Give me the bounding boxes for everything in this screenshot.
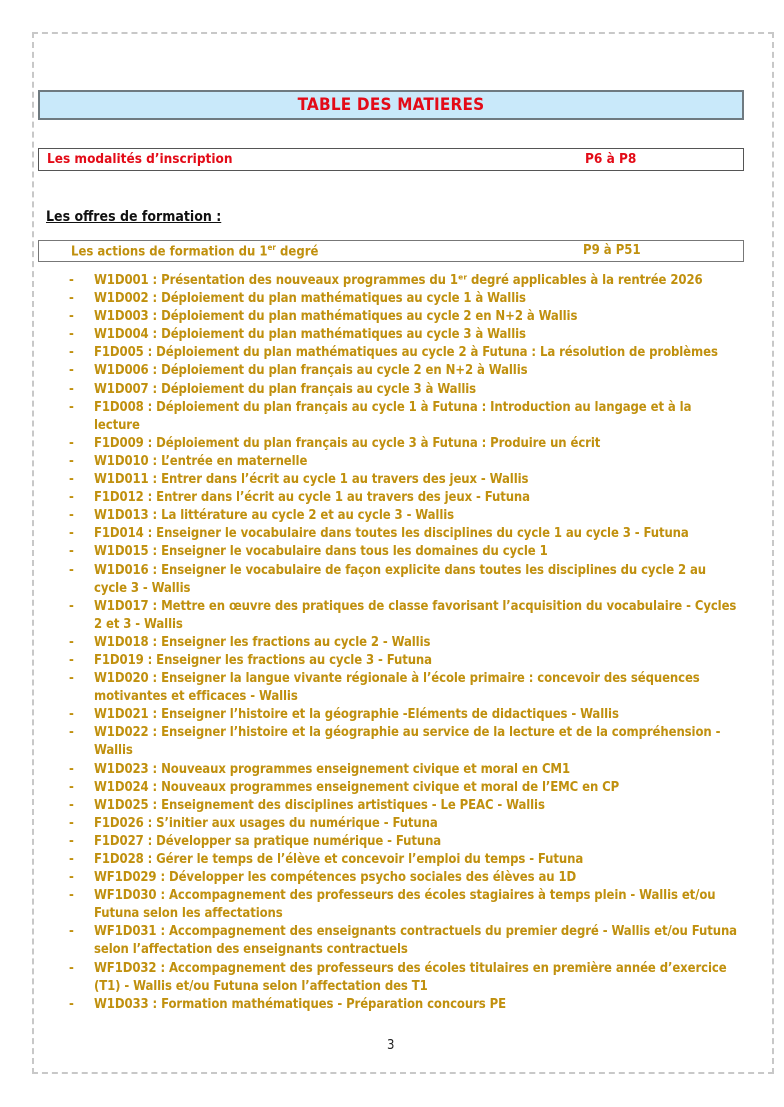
item-title: : Accompagnement des professeurs des écoles titulaires en première année d’exercice (T1) - Wallis et/ou Futuna selon l’affectation des T1 [94, 960, 727, 994]
bullet-dash: - [69, 634, 74, 650]
list-item[interactable] [60, 489, 740, 507]
item-title: : Développer sa pratique numérique - Futuna [143, 833, 442, 849]
item-title: : Nouveaux programmes enseignement civique et moral en CM1 [148, 761, 571, 777]
item-code: WF1D031 [94, 924, 157, 940]
item-code: W1D016 [94, 562, 149, 578]
item-code: F1D009 [94, 435, 144, 451]
list-item[interactable] [60, 290, 740, 308]
item-title: : Déploiement du plan mathématiques au cycle 2 à Futuna : La résolution de problèmes [143, 345, 718, 361]
list-item[interactable] [60, 887, 740, 923]
item-code: W1D001 [94, 273, 149, 288]
list-item[interactable] [60, 833, 740, 851]
item-title: : Gérer le temps de l’élève et concevoir l’emploi du temps - Futuna [143, 852, 584, 867]
bullet-dash: - [69, 960, 74, 976]
list-item[interactable] [60, 706, 740, 724]
item-code: W1D020 [94, 671, 149, 687]
item-code: W1D015 [94, 544, 149, 560]
item-code: W1D025 [94, 797, 149, 813]
toc-entry-label: Les modalités d’inscription [47, 151, 233, 167]
item-code: F1D019 [94, 652, 144, 668]
item-code: W1D006 [94, 363, 149, 379]
item-code: W1D023 [94, 761, 149, 777]
item-code: W1D004 [94, 327, 149, 343]
bullet-dash: - [69, 996, 74, 1012]
bullet-dash: - [69, 508, 74, 524]
item-title: : Accompagnement des enseignants contractuels du premier degré - Wallis et/ou Futuna selon l’affectation des enseignants contractuels [94, 924, 737, 958]
list-item[interactable] [60, 779, 740, 797]
item-code: W1D021 [94, 707, 149, 723]
list-item[interactable] [60, 272, 740, 290]
title-banner [38, 90, 744, 120]
item-code: W1D013 [94, 508, 149, 524]
list-item[interactable] [60, 634, 740, 652]
item-title: : Entrer dans l’écrit au cycle 1 au travers des jeux - Wallis [148, 472, 529, 488]
list-item[interactable] [60, 815, 740, 833]
item-code: F1D008 [94, 399, 144, 415]
list-item[interactable] [60, 761, 740, 779]
bullet-dash: - [69, 544, 74, 560]
bullet-dash: - [69, 399, 74, 415]
item-title: : Enseigner le vocabulaire dans toutes les disciplines du cycle 1 au cycle 3 - Futuna [143, 526, 689, 542]
training-list [60, 272, 740, 1014]
bullet-dash: - [69, 652, 74, 668]
item-code: F1D026 [94, 815, 144, 831]
item-title: : Déploiement du plan français au cycle 1 à Futuna : Introduction au langage et à la lecture [94, 399, 692, 433]
item-code: W1D018 [94, 634, 149, 650]
bullet-dash: - [69, 562, 74, 578]
item-title: : Enseigner le vocabulaire de façon explicite dans toutes les disciplines du cycle 2 au cycle 3 - Wallis [94, 562, 707, 596]
list-item[interactable] [60, 562, 740, 598]
bullet-dash: - [69, 472, 74, 488]
bullet-dash: - [69, 598, 74, 614]
item-title: : Enseigner l’histoire et la géographie au service de la lecture et de la compréhension - Wallis [94, 725, 721, 759]
list-item[interactable] [60, 362, 740, 380]
list-item[interactable] [60, 869, 740, 887]
list-item[interactable] [60, 598, 740, 634]
bullet-dash: - [69, 273, 74, 288]
item-title: : Nouveaux programmes enseignement civique et moral de l’EMC en CP [148, 779, 620, 795]
page-title: TABLE DES MATIERES [297, 95, 485, 115]
list-item[interactable] [60, 435, 740, 453]
bullet-dash: - [69, 852, 74, 867]
item-code: W1D022 [94, 725, 149, 741]
bullet-dash: - [69, 435, 74, 451]
list-item[interactable] [60, 471, 740, 489]
item-code: F1D027 [94, 833, 144, 849]
item-title: : S’initier aux usages du numérique - Futuna [143, 815, 438, 831]
item-code: F1D014 [94, 526, 144, 542]
item-title: : Enseigner l’histoire et la géographie -Eléments de didactiques - Wallis [148, 707, 619, 723]
item-title: : Enseigner les fractions au cycle 3 - Futuna [143, 652, 432, 668]
item-title: : L’entrée en maternelle [148, 453, 308, 469]
bullet-dash: - [69, 870, 74, 886]
bullet-dash: - [69, 888, 74, 904]
toc-entry-modalites[interactable] [38, 148, 744, 171]
bullet-dash: - [69, 291, 74, 307]
bullet-dash: - [69, 453, 74, 469]
list-item[interactable] [60, 543, 740, 561]
bullet-dash: - [69, 327, 74, 343]
item-code: W1D024 [94, 779, 149, 795]
bullet-dash: - [69, 761, 74, 777]
list-item[interactable] [60, 923, 740, 959]
bullet-dash: - [69, 345, 74, 361]
item-title: : La littérature au cycle 2 et au cycle 3 - Wallis [148, 508, 454, 524]
item-code: WF1D032 [94, 960, 157, 976]
toc-entry-first-degree[interactable] [38, 240, 744, 262]
label-part: degré [275, 244, 319, 260]
item-title: : Déploiement du plan français au cycle 2 en N+2 à Wallis [148, 363, 528, 379]
list-item[interactable] [60, 670, 740, 706]
toc-entry-pages: P9 à P51 [583, 243, 641, 258]
bullet-dash: - [69, 309, 74, 325]
item-title: : Accompagnement des professeurs des écoles stagiaires à temps plein - Wallis et/ou Futuna selon les affectations [94, 888, 716, 922]
bullet-dash: - [69, 381, 74, 397]
list-item[interactable] [60, 453, 740, 471]
list-item[interactable] [60, 326, 740, 344]
list-item[interactable] [60, 960, 740, 996]
item-code: W1D007 [94, 381, 149, 397]
item-code: W1D010 [94, 453, 149, 469]
label-part: Les actions de formation du 1 [71, 244, 268, 260]
list-item[interactable] [60, 399, 740, 435]
item-title: : Formation mathématiques - Préparation concours PE [148, 996, 506, 1012]
label-superscript: er [267, 243, 276, 252]
item-title: : Présentation des nouveaux programmes du 1ᵉʳ degré applicables à la rentrée 2026 [148, 273, 703, 288]
bullet-dash: - [69, 707, 74, 723]
list-item[interactable] [60, 724, 740, 760]
list-item[interactable] [60, 797, 740, 815]
item-code: WF1D029 [94, 870, 157, 886]
item-code: W1D033 [94, 996, 149, 1012]
item-title: : Déploiement du plan français au cycle 3 à Futuna : Produire un écrit [143, 435, 601, 451]
item-code: WF1D030 [94, 888, 157, 904]
list-item[interactable] [60, 525, 740, 543]
list-item[interactable] [60, 344, 740, 362]
item-title: : Mettre en œuvre des pratiques de classe favorisant l’acquisition du vocabulaire - Cycles 2 et 3 - Wallis [94, 598, 737, 632]
item-title: : Déploiement du plan mathématiques au cycle 2 en N+2 à Wallis [148, 309, 578, 325]
list-item[interactable] [60, 308, 740, 326]
toc-entry-pages: P6 à P8 [585, 151, 637, 167]
item-title: : Développer les compétences psycho sociales des élèves au 1D [156, 870, 577, 886]
item-title: : Enseignement des disciplines artistiques - Le PEAC - Wallis [148, 797, 545, 813]
bullet-dash: - [69, 490, 74, 506]
bullet-dash: - [69, 797, 74, 813]
item-code: W1D017 [94, 598, 149, 614]
item-code: W1D003 [94, 309, 149, 325]
item-code: W1D011 [94, 472, 149, 488]
item-title: : Entrer dans l’écrit au cycle 1 au travers des jeux - Futuna [143, 490, 530, 506]
list-item[interactable] [60, 851, 740, 869]
bullet-dash: - [69, 924, 74, 940]
section-heading: Les offres de formation : [46, 209, 222, 225]
bullet-dash: - [69, 815, 74, 831]
item-title: : Enseigner la langue vivante régionale à l’école primaire : concevoir des séquences motivantes et efficaces - Wallis [94, 671, 700, 705]
item-code: W1D002 [94, 291, 149, 307]
item-title: : Déploiement du plan mathématiques au cycle 3 à Wallis [148, 327, 526, 343]
item-title: : Enseigner le vocabulaire dans tous les domaines du cycle 1 [148, 544, 548, 560]
list-item[interactable] [60, 652, 740, 670]
item-title: : Déploiement du plan français au cycle 3 à Wallis [148, 381, 477, 397]
bullet-dash: - [69, 363, 74, 379]
bullet-dash: - [69, 671, 74, 687]
bullet-dash: - [69, 725, 74, 741]
toc-entry-label [71, 243, 318, 259]
page-number: 3 [387, 1038, 395, 1053]
list-item[interactable] [60, 996, 740, 1014]
bullet-dash: - [69, 779, 74, 795]
item-title: : Enseigner les fractions au cycle 2 - Wallis [148, 634, 431, 650]
item-code: F1D012 [94, 490, 144, 506]
item-code: F1D005 [94, 345, 144, 361]
item-code: F1D028 [94, 852, 144, 867]
list-item[interactable] [60, 507, 740, 525]
item-title: : Déploiement du plan mathématiques au cycle 1 à Wallis [148, 291, 526, 307]
list-item[interactable] [60, 381, 740, 399]
bullet-dash: - [69, 833, 74, 849]
bullet-dash: - [69, 526, 74, 542]
